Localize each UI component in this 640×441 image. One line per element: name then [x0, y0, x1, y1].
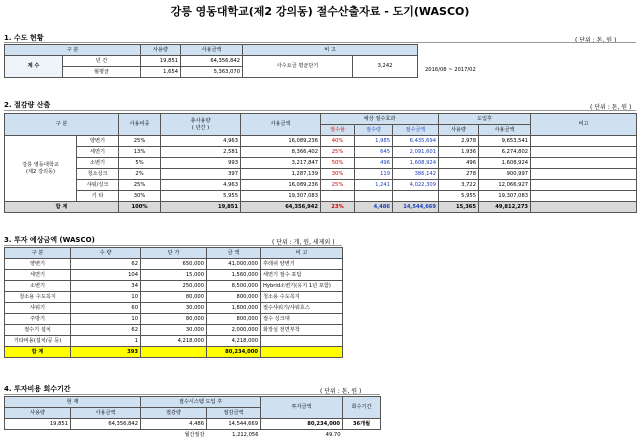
note-cell — [261, 336, 343, 347]
s2-header-saved: 절수량 — [355, 125, 393, 136]
total-after-usage: 15,365 — [439, 202, 479, 213]
after-amount-cell: 6,274,802 — [479, 147, 531, 158]
s3-header-qty: 수 량 — [71, 248, 141, 259]
amount-cell: 8,366,402 — [241, 147, 321, 158]
amount-cell: 16,089,236 — [241, 180, 321, 191]
note-cell — [531, 158, 637, 169]
share-cell: 5% — [119, 158, 161, 169]
s4-period: 36개월 — [343, 419, 381, 430]
note-cell — [531, 180, 637, 191]
after-amount-cell: 19,307,083 — [479, 191, 531, 202]
section3-unit: ( 단위 : 개, 원, 세제외 ) — [272, 239, 335, 246]
after-usage-cell: 2,978 — [439, 136, 479, 147]
s3-header-amount: 금 액 — [207, 248, 261, 259]
s1-period: 2016/08 ~ 2017/02 — [425, 67, 476, 73]
s4-sub-pct: 49.70 — [325, 431, 341, 438]
s2-total-label: 합 계 — [5, 202, 119, 213]
amount-cell: 4,218,000 — [207, 336, 261, 347]
table-row-name: 세면기 — [77, 147, 119, 158]
s3-header-price: 단 가 — [141, 248, 207, 259]
amount-cell: 41,000,000 — [207, 259, 261, 270]
amount-cell: 800,000 — [207, 314, 261, 325]
note-cell: 화장실 전면부착 — [261, 325, 343, 336]
qty-cell: 60 — [71, 303, 141, 314]
table-row-name: 주방기 — [5, 314, 71, 325]
after-usage-cell: 3,722 — [439, 180, 479, 191]
section2-unit: ( 단위 : 톤, 원 ) — [590, 104, 632, 111]
table-row-name: 소변기 — [77, 158, 119, 169]
s1-header-note: 비 고 — [243, 45, 418, 56]
note-cell: 절수 싱크대 — [261, 314, 343, 325]
s2-header-after: 도입후 — [439, 114, 531, 125]
share-cell: 30% — [119, 191, 161, 202]
price-cell: 30,000 — [141, 303, 207, 314]
s4-saved: 4,486 — [141, 419, 207, 430]
s4-header-period: 회수기간 — [343, 397, 381, 419]
table-row-name: 소변기 — [5, 281, 71, 292]
rate-cell: 50% — [321, 158, 355, 169]
saved-amount-cell: 4,022,309 — [393, 180, 439, 191]
rate-cell: 25% — [321, 180, 355, 191]
s2-group-label: 강릉 영동대학교 (제2 강의동) — [5, 136, 77, 202]
note-cell — [531, 136, 637, 147]
saved-cell: 119 — [355, 169, 393, 180]
after-usage-cell: 496 — [439, 158, 479, 169]
s1-header-amount: 사용금액 — [181, 45, 243, 56]
rate-cell: 25% — [321, 147, 355, 158]
section1-heading: 1. 수도 현황 — [4, 34, 44, 42]
s2-header-note: 비고 — [531, 114, 637, 136]
qty-cell: 62 — [71, 259, 141, 270]
price-cell: 30,000 — [141, 325, 207, 336]
qty-cell: 62 — [71, 325, 141, 336]
s4-header-usage: 사용량 — [5, 408, 71, 419]
s4-header-invest: 투자금액 — [261, 397, 343, 419]
amount-cell: 1,560,000 — [207, 270, 261, 281]
s2-header-rate: 절수율 — [321, 125, 355, 136]
note-cell: 절수샤워기/샤워호스 — [261, 303, 343, 314]
saved-amount-cell: 2,091,601 — [393, 147, 439, 158]
s3-total-price — [141, 347, 207, 358]
s1-sub-annual: 년 간 — [63, 56, 141, 67]
saved-amount-cell — [393, 191, 439, 202]
rate-cell: 40% — [321, 136, 355, 147]
total-after-amount: 49,812,273 — [479, 202, 531, 213]
saved-cell: 645 — [355, 147, 393, 158]
payback-table — [4, 396, 381, 440]
price-cell: 4,218,000 — [141, 336, 207, 347]
table-row-name: 기타비용(설치/공 등) — [5, 336, 71, 347]
investment-table — [4, 247, 343, 358]
saved-amount-cell: 1,608,924 — [393, 158, 439, 169]
s2-header-share: 사용비중 — [119, 114, 161, 136]
usage-cell: 4,963 — [161, 136, 241, 147]
qty-cell: 34 — [71, 281, 141, 292]
after-usage-cell: 1,936 — [439, 147, 479, 158]
s4-sub-label: 월간절감 — [184, 431, 205, 438]
note-cell — [531, 169, 637, 180]
s2-header-expected: 예상 절수효과 — [321, 114, 439, 125]
s2-header-saved-amount: 절수금액 — [393, 125, 439, 136]
s3-total-qty: 393 — [71, 347, 141, 358]
saved-amount-cell: 6,435,694 — [393, 136, 439, 147]
s4-header-saved: 절감량 — [141, 408, 207, 419]
blank-cell — [343, 430, 381, 441]
s1-annual-usage: 19,851 — [141, 56, 181, 67]
section4-unit: ( 단위 : 톤, 원 ) — [320, 388, 362, 395]
s3-total-label: 합 계 — [5, 347, 71, 358]
after-usage-cell: 278 — [439, 169, 479, 180]
after-usage-cell: 5,955 — [439, 191, 479, 202]
table-row-name: 양변기 — [5, 259, 71, 270]
s4-usage: 19,851 — [5, 419, 71, 430]
table-row-name: 세면기 — [5, 270, 71, 281]
s1-row-label: 계 수 — [5, 56, 63, 78]
after-amount-cell: 900,997 — [479, 169, 531, 180]
usage-cell: 2,581 — [161, 147, 241, 158]
section3-heading: 3. 투자 예상금액 (WASCO) — [4, 236, 95, 244]
after-amount-cell: 12,066,927 — [479, 180, 531, 191]
qty-cell: 10 — [71, 292, 141, 303]
table-row-name: 양변기 — [77, 136, 119, 147]
note-cell — [531, 147, 637, 158]
s4-sub-saved: 1,212,056 — [232, 431, 259, 438]
total-share: 100% — [119, 202, 161, 213]
price-cell: 650,000 — [141, 259, 207, 270]
s3-total-amount: 80,234,000 — [207, 347, 261, 358]
s1-annual-amount: 64,356,842 — [181, 56, 243, 67]
usage-cell: 993 — [161, 158, 241, 169]
section4-heading: 4. 투자비용 회수기간 — [4, 385, 71, 393]
s2-header-category: 구 분 — [5, 114, 119, 136]
share-cell: 25% — [119, 180, 161, 191]
s2-header-after-amount: 사용금액 — [479, 125, 531, 136]
section2-heading: 2. 절감량 산출 — [4, 101, 51, 109]
s2-header-usage: 총사용량 ( 년간 ) — [161, 114, 241, 136]
total-saved-amount: 14,544,669 — [393, 202, 439, 213]
amount-cell: 2,000,000 — [207, 325, 261, 336]
s4-header-saved-amount: 절감금액 — [207, 408, 261, 419]
total-rate: 23% — [321, 202, 355, 213]
saved-cell: 496 — [355, 158, 393, 169]
s4-header-amount: 사용금액 — [71, 408, 141, 419]
section1-unit: ( 단위 : 톤, 원 ) — [575, 37, 617, 44]
amount-cell: 8,500,000 — [207, 281, 261, 292]
note-cell: Hybrid소변기(유지 1년 포함) — [261, 281, 343, 292]
after-amount-cell: 1,608,924 — [479, 158, 531, 169]
amount-cell: 19,307,083 — [241, 191, 321, 202]
blank-cell — [5, 430, 71, 441]
qty-cell: 104 — [71, 270, 141, 281]
note-cell: 청소용 수도꼭지 — [261, 292, 343, 303]
s4-header-current: 현 재 — [5, 397, 141, 408]
s4-invest: 80,234,000 — [261, 419, 343, 430]
share-cell: 13% — [119, 147, 161, 158]
table-row-name: 기 타 — [77, 191, 119, 202]
total-note — [531, 202, 637, 213]
s2-header-amount: 사용금액 — [241, 114, 321, 136]
amount-cell: 1,287,139 — [241, 169, 321, 180]
s1-monthly-usage: 1,654 — [141, 67, 181, 78]
water-status-table — [4, 44, 418, 78]
amount-cell: 16,089,236 — [241, 136, 321, 147]
price-cell: 250,000 — [141, 281, 207, 292]
savings-table — [4, 113, 637, 213]
blank-cell — [71, 430, 141, 441]
s3-header-category: 구 분 — [5, 248, 71, 259]
usage-cell: 397 — [161, 169, 241, 180]
s1-monthly-amount: 5,363,070 — [181, 67, 243, 78]
qty-cell: 1 — [71, 336, 141, 347]
amount-cell: 800,000 — [207, 292, 261, 303]
s4-header-after: 절수시스템 도입 후 — [141, 397, 261, 408]
s1-header-usage: 사용량 — [141, 45, 181, 56]
saved-cell — [355, 191, 393, 202]
rate-cell: 30% — [321, 169, 355, 180]
s2-header-after-usage: 사용량 — [439, 125, 479, 136]
s3-header-note: 비 고 — [261, 248, 343, 259]
usage-cell: 4,963 — [161, 180, 241, 191]
total-amount: 64,356,942 — [241, 202, 321, 213]
saved-amount-cell: 386,142 — [393, 169, 439, 180]
price-cell: 15,000 — [141, 270, 207, 281]
total-usage: 19,851 — [161, 202, 241, 213]
table-row-name: 청소용 수도꼭지 — [5, 292, 71, 303]
price-cell: 80,000 — [141, 314, 207, 325]
saved-cell: 1,241 — [355, 180, 393, 191]
after-amount-cell: 9,653,541 — [479, 136, 531, 147]
share-cell: 2% — [119, 169, 161, 180]
s1-note-value: 3,242 — [353, 56, 418, 78]
total-saved: 4,486 — [355, 202, 393, 213]
table-row-name: 절수기 설치 — [5, 325, 71, 336]
s4-saved-amount: 14,544,669 — [207, 419, 261, 430]
note-cell: 후레쉬 양변기 — [261, 259, 343, 270]
price-cell: 80,000 — [141, 292, 207, 303]
s3-total-note — [261, 347, 343, 358]
usage-cell: 5,955 — [161, 191, 241, 202]
qty-cell: 10 — [71, 314, 141, 325]
note-cell: 세면기 절수 포텀 — [261, 270, 343, 281]
table-row-name: 샤워기 — [5, 303, 71, 314]
page-title: 강릉 영동대학교(제2 강의동) 절수산출자료 - 도기(WASCO) — [170, 5, 470, 18]
amount-cell: 3,217,847 — [241, 158, 321, 169]
rate-cell — [321, 191, 355, 202]
s1-note-label: 사수요금 평균단기 — [243, 56, 353, 78]
s4-amount: 64,356,842 — [71, 419, 141, 430]
amount-cell: 1,800,000 — [207, 303, 261, 314]
table-row-name: 청소싱크 — [77, 169, 119, 180]
table-row-name: 샤워/싱크 — [77, 180, 119, 191]
note-cell — [531, 191, 637, 202]
s1-header-category: 구 분 — [5, 45, 141, 56]
saved-cell: 1,985 — [355, 136, 393, 147]
s1-sub-monthly: 월평균 — [63, 67, 141, 78]
share-cell: 25% — [119, 136, 161, 147]
